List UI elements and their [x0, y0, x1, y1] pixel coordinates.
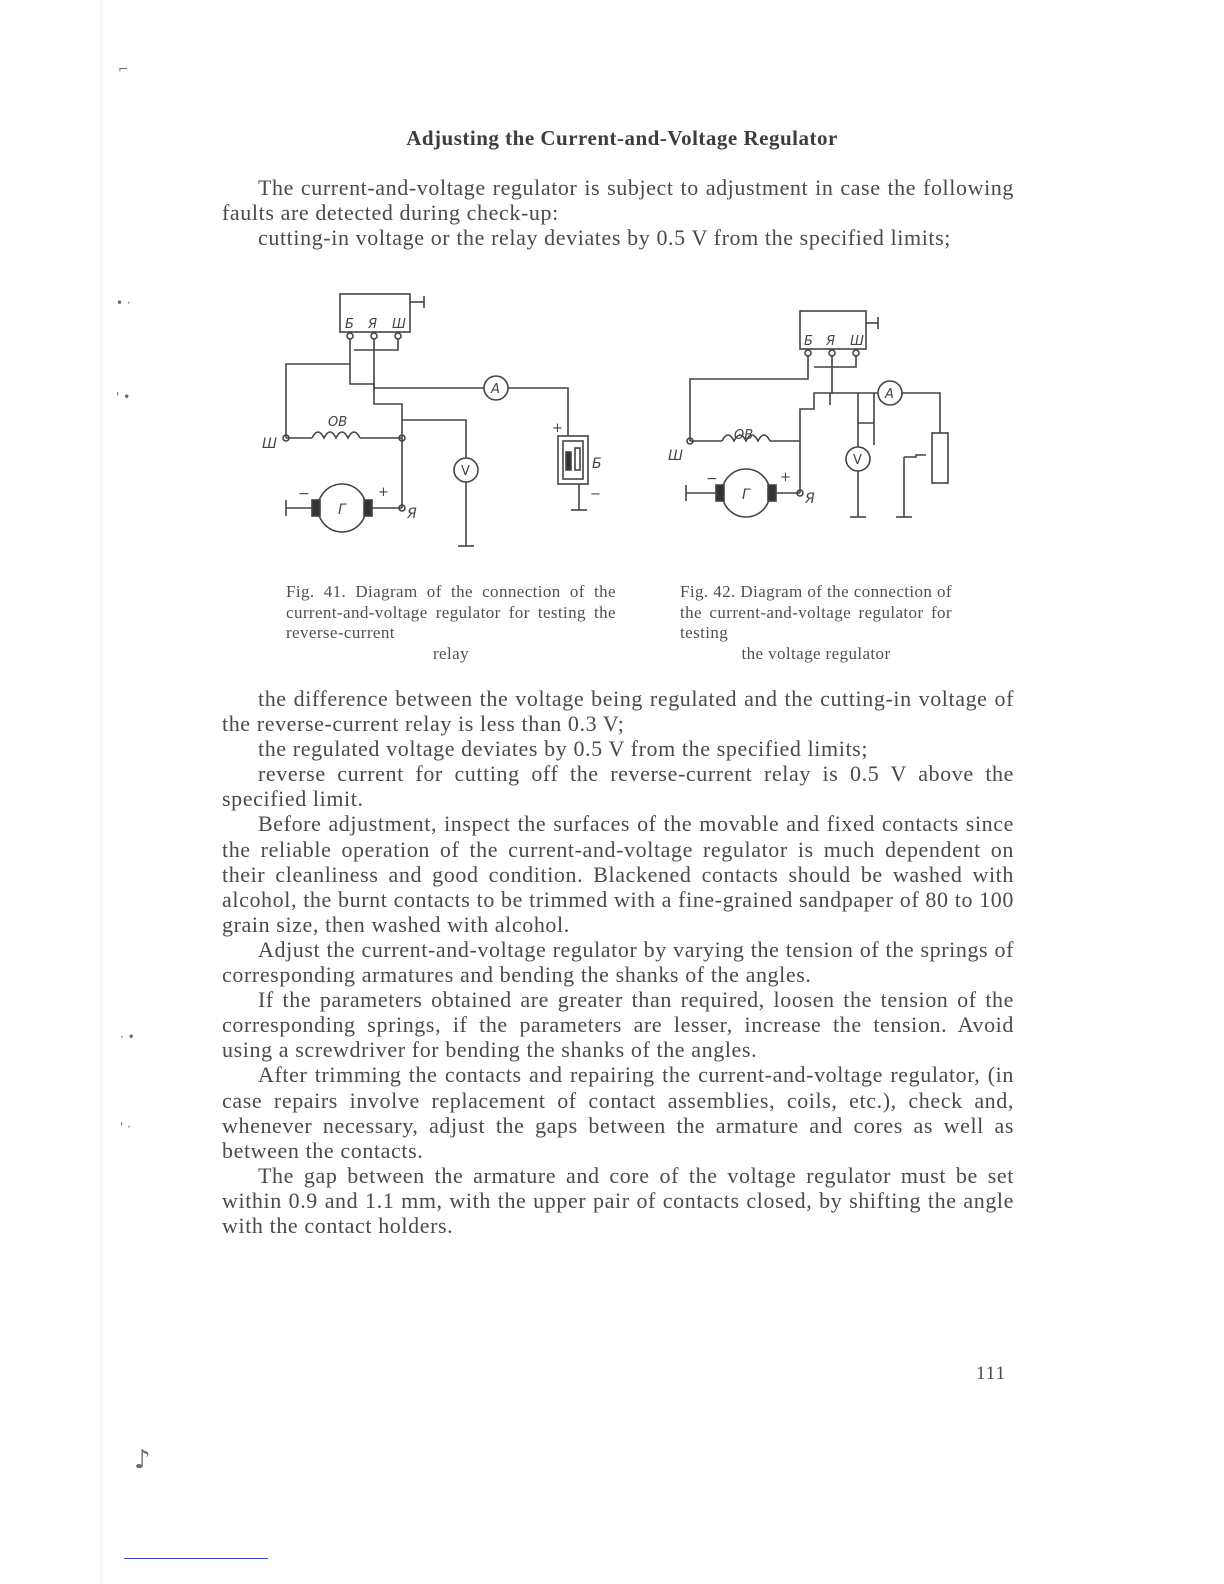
- scan-speck: ' •: [116, 390, 131, 404]
- generator-label: Г: [742, 487, 750, 503]
- terminal-sh-label: Ш: [392, 317, 406, 332]
- paragraph: The current-and-voltage regulator is subject to adjustment in case the following faults are detected during check-up:: [222, 175, 1014, 226]
- paragraph: Adjust the current-and-voltage regulator by varying the tension of the springs of corresponding armatures and bending the shanks of the angles.: [222, 936, 1014, 988]
- generator-minus-label: −: [706, 471, 718, 487]
- caption-text-last: the voltage regulator: [741, 643, 891, 663]
- paragraph: The gap between the armature and core of the voltage regulator must be set within 0.9 and 1.1 mm, with the upper pair of contacts closed, by shifting the angle with the contact holders.: [222, 1162, 1014, 1238]
- figure-41-diagram: [252, 288, 632, 563]
- paragraph: Before adjustment, inspect the surfaces of the movable and fixed contacts since the reliable operation of the current-and-voltage regulator is much dependent on their cleanliness and good condition. Blackened contacts should be washed with alcohol, the burnt contacts to be trimmed with a fine-grained sandpaper of 80 to 100 grain size, then washed with alcohol.: [222, 811, 1014, 937]
- generator-minus-label: −: [298, 486, 310, 502]
- terminal-b-label: Б: [345, 317, 354, 332]
- scan-speck: ⌐: [118, 62, 129, 76]
- generator-plus-label: +: [780, 470, 791, 485]
- terminal-sh-label: Ш: [850, 334, 864, 349]
- scan-speck: · •: [120, 1030, 135, 1044]
- page-title: Adjusting the Current-and-Voltage Regulator: [406, 126, 838, 150]
- field-winding-label: ОВ: [734, 428, 754, 443]
- ammeter-label: A: [491, 382, 500, 397]
- footer-rule: [124, 1558, 268, 1559]
- paragraph: cutting-in voltage or the relay deviates by 0.5 V from the specified limits;: [258, 225, 952, 251]
- battery-minus-label: −: [590, 487, 601, 502]
- caption-text-last: relay: [433, 643, 469, 663]
- body-text: [222, 686, 1014, 1238]
- terminal-ya-label: Я: [368, 317, 378, 332]
- intro-text: [222, 175, 1014, 250]
- paragraph: If the parameters obtained are greater than required, loosen the tension of the corresponding springs, if the parameters are lesser, increase the tension. Avoid using a screwdriver for bending the shanks of the angles.: [222, 987, 1014, 1063]
- paragraph: the difference between the voltage being regulated and the cutting-in voltage of the reverse-current relay is less than 0.3 V;: [222, 686, 1014, 737]
- figure-42-caption: [680, 582, 952, 664]
- voltmeter-label: V: [461, 464, 470, 479]
- ya-terminal-label: Я: [805, 491, 815, 507]
- battery-plus-label: +: [552, 421, 563, 436]
- scan-speck: • ·: [116, 296, 131, 310]
- generator-plus-label: +: [378, 485, 389, 500]
- sh-terminal-label: Ш: [262, 436, 277, 452]
- figure-42-diagram: [664, 305, 964, 530]
- field-winding-label: ОВ: [328, 415, 348, 430]
- terminal-b-label: Б: [804, 334, 813, 349]
- page-number: 111: [976, 1363, 1007, 1384]
- ammeter-label: A: [885, 387, 894, 402]
- paragraph: reverse current for cutting off the reverse-current relay is 0.5 V above the specified limit.: [222, 761, 1014, 812]
- ya-terminal-label: Я: [407, 506, 417, 522]
- caption-text: Fig. 41. Diagram of the connection of the current-and-voltage regulator for testing the reverse-current: [286, 582, 616, 642]
- battery-label: Б: [592, 456, 602, 472]
- figure-41-caption: [286, 582, 616, 664]
- caption-text: Fig. 42. Diagram of the connection of the current-and-voltage regulator for testing: [680, 582, 952, 642]
- paragraph: After trimming the contacts and repairing the current-and-voltage regulator, (in case repairs involve replacement of contact assemblies, coils, etc.), check and, whenever necessary, adjust the gaps between the armature and cores as well as between the contacts.: [222, 1062, 1014, 1163]
- generator-label: Г: [338, 502, 346, 518]
- scan-edge-shadow: [100, 0, 106, 1584]
- terminal-ya-label: Я: [826, 334, 836, 349]
- voltmeter-label: V: [853, 453, 862, 468]
- sh-terminal-label: Ш: [668, 448, 683, 464]
- scan-speck: ' ·: [120, 1120, 131, 1134]
- paragraph: the regulated voltage deviates by 0.5 V from the specified limits;: [258, 736, 869, 762]
- scan-speck: ♪: [134, 1445, 151, 1475]
